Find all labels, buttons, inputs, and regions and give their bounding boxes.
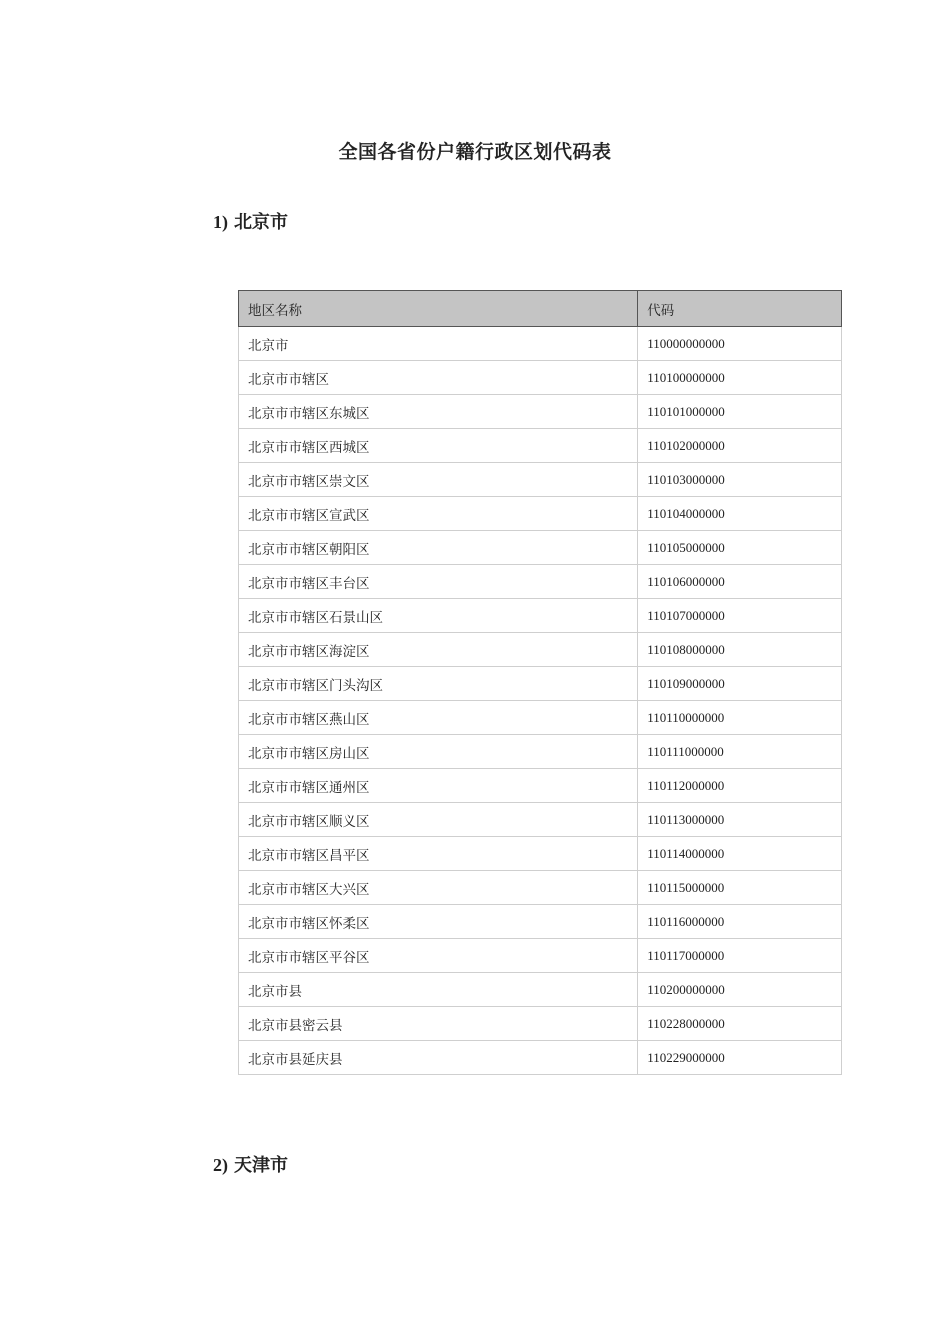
region-code-cell: 110114000000 xyxy=(638,837,842,871)
region-code-cell: 110113000000 xyxy=(638,803,842,837)
region-code-cell: 110103000000 xyxy=(638,463,842,497)
table-row xyxy=(239,599,842,633)
region-code-cell: 110100000000 xyxy=(638,361,842,395)
region-name-cell: 北京市市辖区通州区 xyxy=(239,769,638,803)
region-code-cell: 110115000000 xyxy=(638,871,842,905)
column-header-code: 代码 xyxy=(638,291,842,327)
region-code-cell: 110111000000 xyxy=(638,735,842,769)
region-name-cell: 北京市市辖区海淀区 xyxy=(239,633,638,667)
region-code-cell: 110107000000 xyxy=(638,599,842,633)
region-code-cell: 110108000000 xyxy=(638,633,842,667)
table-row xyxy=(239,1007,842,1041)
document-title: 全国各省份户籍行政区划代码表 xyxy=(338,141,612,163)
column-header-region-name: 地区名称 xyxy=(239,291,638,327)
region-name-cell: 北京市市辖区平谷区 xyxy=(239,939,638,973)
region-name-cell: 北京市县延庆县 xyxy=(239,1041,638,1075)
section-heading-tianjin xyxy=(213,1151,288,1177)
region-code-cell: 110229000000 xyxy=(638,1041,842,1075)
table-row xyxy=(239,497,842,531)
table-row xyxy=(239,871,842,905)
region-name-cell: 北京市市辖区西城区 xyxy=(239,429,638,463)
table-row xyxy=(239,803,842,837)
table-row xyxy=(239,973,842,1007)
section-name: 天津市 xyxy=(234,1155,288,1176)
table-body xyxy=(239,327,842,1075)
region-code-cell: 110101000000 xyxy=(638,395,842,429)
region-code-cell: 110200000000 xyxy=(638,973,842,1007)
table-row xyxy=(239,429,842,463)
region-name-cell: 北京市市辖区房山区 xyxy=(239,735,638,769)
region-code-cell: 110112000000 xyxy=(638,769,842,803)
region-name-cell: 北京市市辖区丰台区 xyxy=(239,565,638,599)
table-row xyxy=(239,395,842,429)
region-name-cell: 北京市 xyxy=(239,327,638,361)
section-number: 1) xyxy=(213,212,228,232)
region-code-cell: 110105000000 xyxy=(638,531,842,565)
table-row xyxy=(239,769,842,803)
table-row xyxy=(239,463,842,497)
table-row xyxy=(239,565,842,599)
region-name-cell: 北京市市辖区朝阳区 xyxy=(239,531,638,565)
table-row xyxy=(239,1041,842,1075)
region-name-cell: 北京市市辖区 xyxy=(239,361,638,395)
region-code-cell: 110117000000 xyxy=(638,939,842,973)
region-code-table xyxy=(238,290,842,1075)
section-number: 2) xyxy=(213,1155,228,1175)
region-code-cell: 110104000000 xyxy=(638,497,842,531)
table-row xyxy=(239,905,842,939)
region-name-cell: 北京市市辖区宣武区 xyxy=(239,497,638,531)
table-row xyxy=(239,667,842,701)
table-row xyxy=(239,837,842,871)
region-name-cell: 北京市市辖区怀柔区 xyxy=(239,905,638,939)
table-row xyxy=(239,735,842,769)
table-header-row xyxy=(239,291,842,327)
region-name-cell: 北京市市辖区崇文区 xyxy=(239,463,638,497)
table-row xyxy=(239,701,842,735)
region-code-cell: 110102000000 xyxy=(638,429,842,463)
section-name: 北京市 xyxy=(234,212,288,233)
table-row xyxy=(239,939,842,973)
region-name-cell: 北京市县 xyxy=(239,973,638,1007)
region-code-cell: 110000000000 xyxy=(638,327,842,361)
region-name-cell: 北京市市辖区石景山区 xyxy=(239,599,638,633)
region-code-cell: 110110000000 xyxy=(638,701,842,735)
region-name-cell: 北京市市辖区大兴区 xyxy=(239,871,638,905)
region-name-cell: 北京市市辖区门头沟区 xyxy=(239,667,638,701)
region-code-cell: 110116000000 xyxy=(638,905,842,939)
table-row xyxy=(239,633,842,667)
table-row xyxy=(239,531,842,565)
region-name-cell: 北京市县密云县 xyxy=(239,1007,638,1041)
region-code-cell: 110228000000 xyxy=(638,1007,842,1041)
region-name-cell: 北京市市辖区顺义区 xyxy=(239,803,638,837)
region-name-cell: 北京市市辖区燕山区 xyxy=(239,701,638,735)
section-heading-beijing xyxy=(213,208,288,234)
region-name-cell: 北京市市辖区昌平区 xyxy=(239,837,638,871)
table-row xyxy=(239,361,842,395)
region-name-cell: 北京市市辖区东城区 xyxy=(239,395,638,429)
table-row xyxy=(239,327,842,361)
region-code-cell: 110109000000 xyxy=(638,667,842,701)
region-code-cell: 110106000000 xyxy=(638,565,842,599)
